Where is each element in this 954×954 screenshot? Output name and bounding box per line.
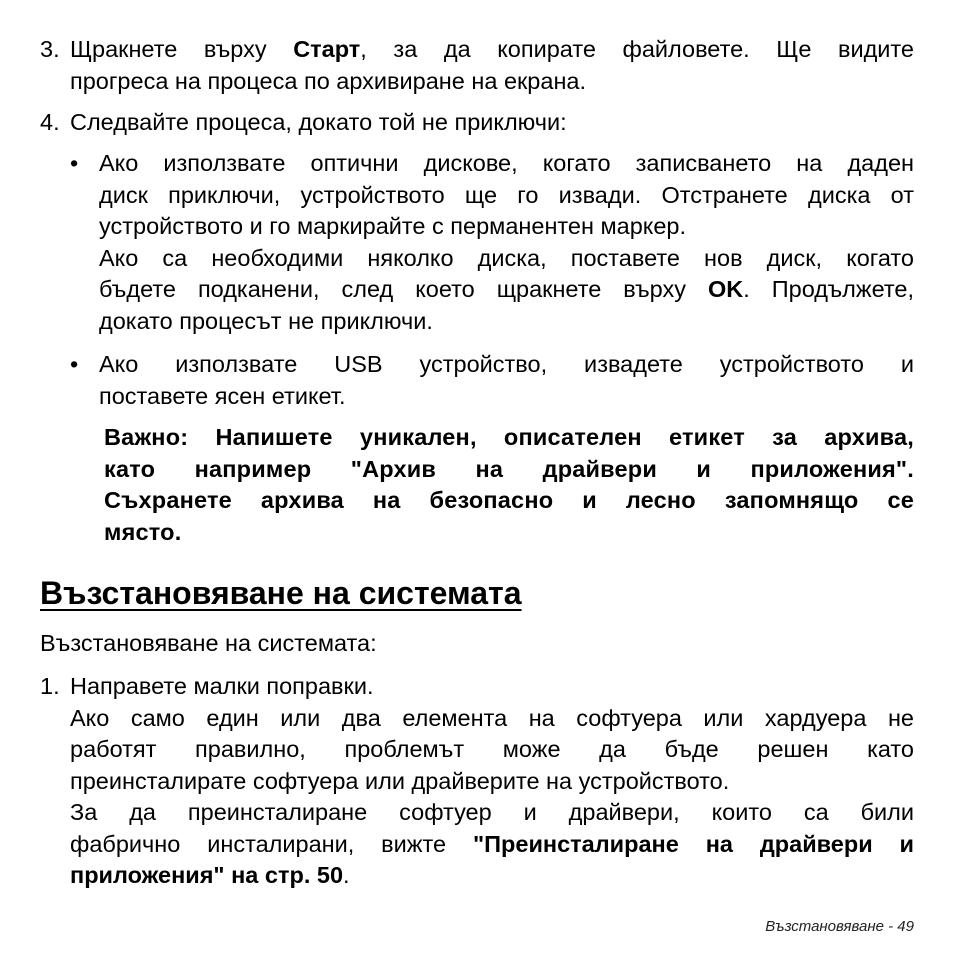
bullet-1-para-2-line-1: Ако са необходими няколко диска, поставете нов диск, когато — [99, 244, 914, 271]
ok-keyword: OK — [708, 276, 744, 302]
step-1-para-1-line-3: преинсталирате софтуера или драйверите на устройството. — [70, 767, 730, 794]
step-1-para-2-line-2 — [70, 829, 914, 861]
section-heading: Възстановяване на системата — [40, 575, 522, 611]
important-line-3: Съхранете архива на безопасно и лесно запомнящо се — [104, 487, 914, 513]
step-4-text — [70, 107, 914, 139]
step-1-para-2-line-3 — [70, 860, 914, 892]
section-intro-line: Възстановяване на системата: — [40, 630, 377, 656]
section-intro — [40, 628, 914, 660]
step-1-para-2-end: . — [343, 862, 350, 888]
step-3-text-post: , за да копирате файловете. Ще видите — [360, 36, 914, 62]
step-1-para-1-line-1: Ако само един или два елемента на софтуера или хардуера не — [70, 704, 914, 731]
bullet-1-para-2-post: . Продължете, — [743, 276, 914, 302]
bullet-1-para-2-line-2 — [99, 274, 914, 306]
bullet-1-para-2-pre: бъдете подканени, след което щракнете върху — [99, 276, 708, 302]
reinstall-link-part-1[interactable]: "Преинсталиране на драйвери и — [472, 830, 914, 857]
step-3-text — [70, 34, 914, 97]
step-3-line-1 — [70, 34, 914, 66]
page-footer: Възстановяване - 49 — [765, 918, 914, 935]
important-line-4: място. — [104, 518, 182, 545]
important-line-2: като например "Архив на драйвери и приложения". — [104, 455, 914, 482]
bullet-1-marker: • — [70, 150, 79, 176]
step-1-para-1-line-2: работят правилно, проблемът може да бъде решен като — [70, 736, 914, 762]
start-keyword: Старт — [293, 36, 361, 62]
important-line-1: Важно: Напишете уникален, описателен етикет за архива, — [104, 424, 914, 450]
step-1-para-2-line-1: За да преинсталиране софтуер и драйвери, които са били — [70, 799, 914, 825]
step-4-line: Следвайте процеса, докато той не приключи: — [70, 109, 567, 135]
step-3-line-2: прогреса на процеса по архивиране на екрана. — [70, 67, 587, 94]
bullet-1-para-2-line-3: докато процесът не приключи. — [99, 307, 433, 334]
bullet-1-line-3: устройството и го маркирайте с перманентен маркер. — [99, 213, 687, 239]
bullet-1-line-2: диск приключи, устройството ще го извади. Отстранете диска от — [99, 181, 914, 208]
bullet-1-text — [99, 148, 914, 337]
step-1-number: 1. — [40, 673, 60, 699]
step-1-text — [70, 671, 914, 892]
bullet-2-marker: • — [70, 351, 79, 377]
step-1-para-2-pre: фабрично инсталирани, вижте — [70, 830, 473, 857]
step-3-text-pre: Щракнете върху — [70, 36, 294, 62]
reinstall-link-part-2[interactable]: приложения" на стр. 50 — [70, 862, 344, 888]
important-note — [104, 422, 914, 548]
bullet-2-text — [99, 349, 914, 412]
step-3-number: 3. — [40, 36, 60, 62]
step-1-title: Направете малки поправки. — [70, 673, 374, 699]
bullet-1-line-1: Ако използвате оптични дискове, когато записването на даден — [99, 150, 914, 176]
bullet-2-line-1: Ако използвате USB устройство, извадете устройството и — [99, 351, 914, 377]
bullet-2-line-2: поставете ясен етикет. — [99, 382, 346, 409]
step-4-number: 4. — [40, 109, 60, 135]
